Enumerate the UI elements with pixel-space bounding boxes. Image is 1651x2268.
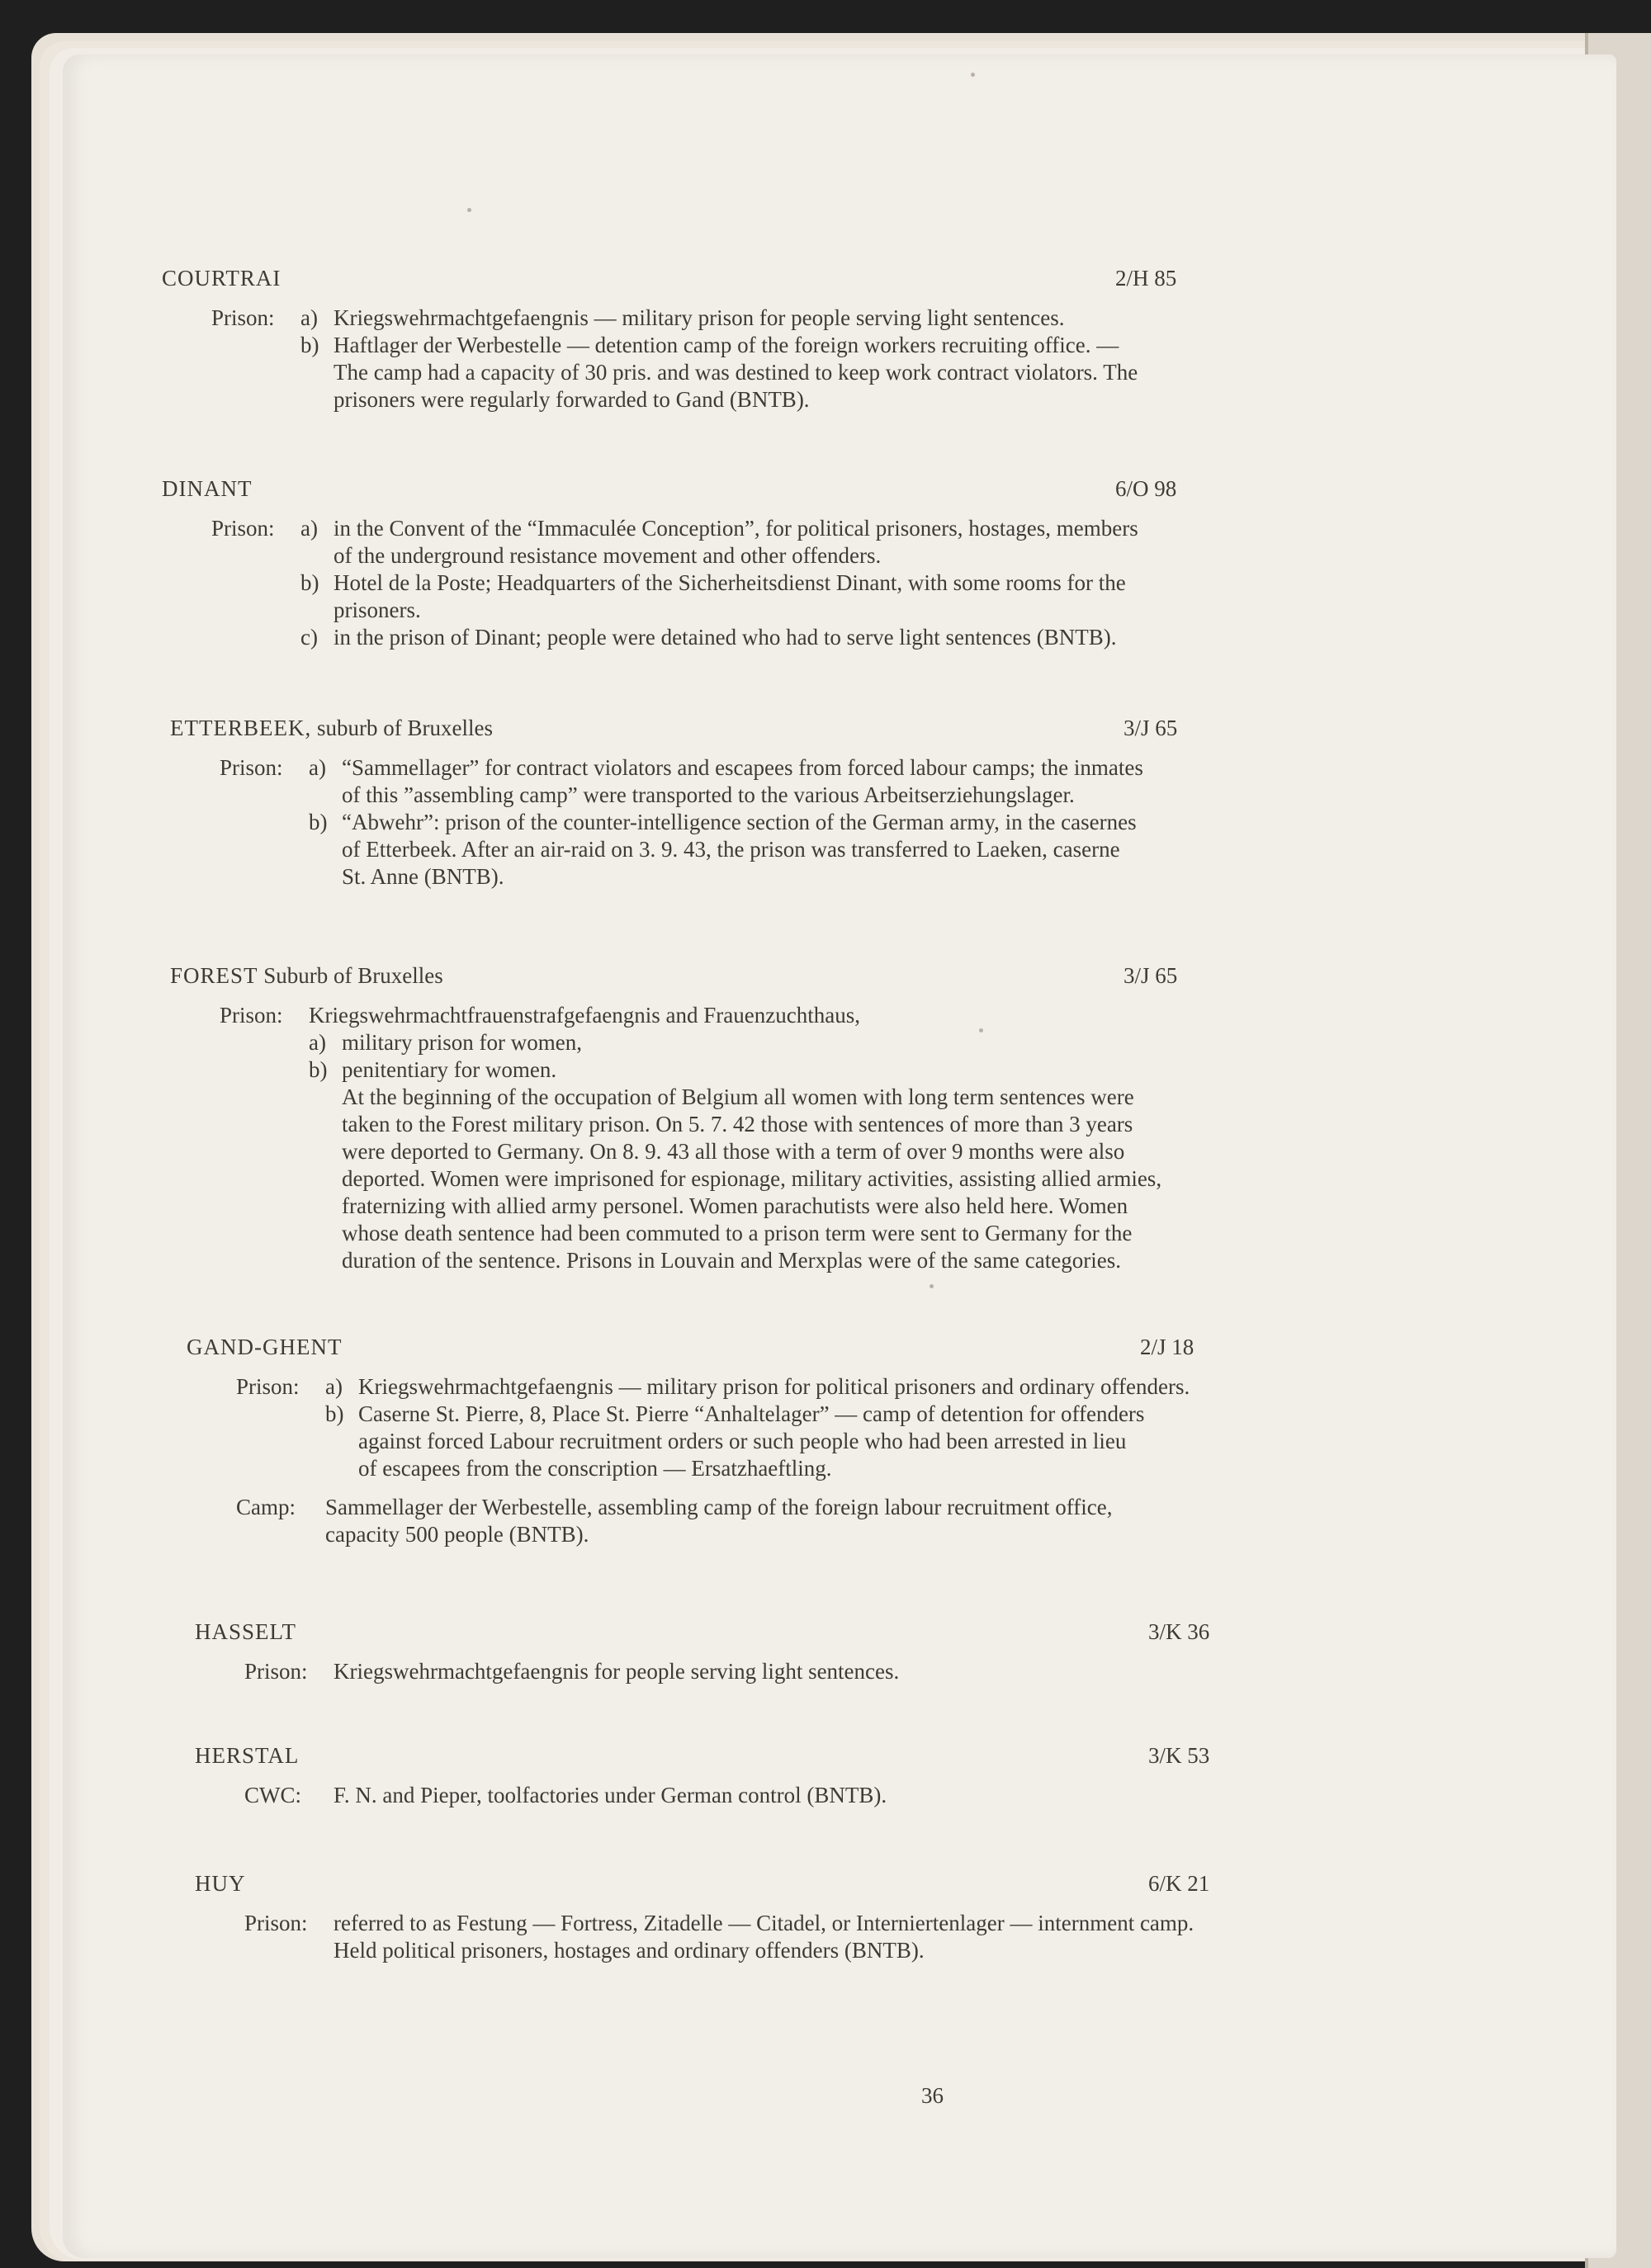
place-name-text: GAND-GHENT (187, 1335, 343, 1359)
facility-item (309, 754, 1573, 809)
facility-details (325, 1494, 1590, 1548)
facility-details (334, 1782, 1598, 1809)
facility-section (195, 1782, 1598, 1809)
facility-line: Sammellager der Werbestelle, assembling camp of the foreign labour recruitment office, (325, 1495, 1113, 1519)
place-name (170, 962, 443, 990)
item-line: prisoners. (334, 598, 421, 622)
place-name-text: DINANT (162, 476, 253, 501)
facility-details (334, 1910, 1598, 1964)
note-line: deported. Women were imprisoned for espionage, military activities, assisting allied armies, (342, 1166, 1162, 1191)
facility-item (309, 1056, 1573, 1084)
grid-reference: 3/K 36 (1148, 1619, 1210, 1644)
facility-type-label: Prison: (244, 1659, 308, 1684)
note-line: taken to the Forest military prison. On 5. 7. 42 those with sentences of more than 3 years (342, 1112, 1133, 1136)
place-entry (187, 1334, 1590, 1548)
place-name-text: COURTRAI (162, 266, 281, 291)
entry-header (195, 1742, 1598, 1775)
grid-reference: 3/J 65 (1124, 716, 1178, 740)
place-name (162, 265, 281, 292)
facility-details (300, 515, 1565, 651)
place-name-text: HERSTAL (195, 1743, 300, 1768)
place-name (195, 1618, 296, 1646)
item-marker: a) (300, 305, 318, 330)
item-marker: b) (300, 333, 319, 357)
place-name (195, 1742, 299, 1770)
item-line: Hotel de la Poste; Headquarters of the Sicherheitsdienst Dinant, with some rooms for the (334, 570, 1126, 595)
item-line: Caserne St. Pierre, 8, Place St. Pierre “Anhaltelager” — camp of detention for offenders (358, 1401, 1145, 1426)
item-marker: a) (325, 1374, 343, 1399)
item-line: “Abwehr”: prison of the counter-intelligence section of the German army, in the casernes (342, 810, 1137, 834)
facility-item (325, 1401, 1590, 1482)
place-entry (170, 962, 1573, 1274)
place-entry (195, 1618, 1598, 1685)
facility-type-label: Prison: (211, 516, 275, 541)
facility-item (309, 1029, 1573, 1056)
item-line: St. Anne (BNTB). (342, 864, 504, 889)
facility-item (300, 515, 1565, 569)
facility-line: Held political prisoners, hostages and ordinary offenders (BNTB). (334, 1938, 925, 1963)
item-line: The camp had a capacity of 30 pris. and was destined to keep work contract violators. The (334, 360, 1138, 385)
facility-details (334, 1658, 1598, 1685)
place-entry (162, 265, 1565, 413)
facility-section (162, 515, 1565, 651)
entry-header (170, 715, 1573, 748)
facility-type-label: Prison: (236, 1374, 300, 1399)
note-line: fraternizing with allied army personel. Women parachutists were also held here. Women (342, 1193, 1128, 1218)
facility-item (309, 809, 1573, 891)
note-line: were deported to Germany. On 8. 9. 43 all those with a term of over 9 months were also (342, 1139, 1125, 1164)
item-marker: b) (309, 1057, 328, 1082)
item-line: in the Convent of the “Immaculée Conception”, for political prisoners, hostages, members (334, 516, 1138, 541)
facility-type-label: Prison: (220, 1003, 283, 1028)
entry-header (162, 265, 1565, 298)
item-marker: a) (309, 755, 326, 780)
item-line: Haftlager der Werbestelle — detention camp of the foreign workers recruiting office. — (334, 333, 1119, 357)
facility-section (195, 1910, 1598, 1964)
facility-line: Kriegswehrmachtgefaengnis for people serving light sentences. (334, 1659, 900, 1684)
place-name (187, 1334, 342, 1361)
document-page (63, 54, 1616, 2258)
item-marker: b) (325, 1401, 344, 1426)
note-line: duration of the sentence. Prisons in Louvain and Merxplas were of the same categories. (342, 1248, 1121, 1273)
item-line: penitentiary for women. (342, 1057, 557, 1082)
facility-type-label: CWC: (244, 1783, 302, 1807)
item-marker: c) (300, 625, 318, 650)
facility-intro: Kriegswehrmachtfrauenstrafgefaengnis and Frauenzuchthaus, (309, 1003, 860, 1028)
facility-item (300, 569, 1565, 624)
place-name (170, 715, 493, 742)
item-line: “Sammellager” for contract violators and escapees from forced labour camps; the inmates (342, 755, 1143, 780)
place-name-text: FOREST (170, 963, 258, 988)
facility-section (170, 1002, 1573, 1274)
grid-reference: 3/J 65 (1124, 963, 1178, 988)
item-line: of this ”assembling camp” were transported to the various Arbeitserziehungslager. (342, 782, 1075, 807)
place-entry (162, 475, 1565, 651)
facility-line: capacity 500 people (BNTB). (325, 1522, 589, 1547)
item-line: Kriegswehrmachtgefaengnis — military prison for people serving light sentences. (334, 305, 1065, 330)
facility-line: referred to as Festung — Fortress, Zitadelle — Citadel, or Interniertenlager — internment camp. (334, 1911, 1194, 1935)
place-name-text: HUY (195, 1871, 246, 1896)
item-line: of escapees from the conscription — Ersatzhaeftling. (358, 1456, 832, 1481)
facility-section (195, 1658, 1598, 1685)
facility-item (300, 305, 1565, 332)
facility-section (187, 1373, 1590, 1482)
place-suburb-note: suburb of Bruxelles (311, 716, 493, 740)
note-line: At the beginning of the occupation of Belgium all women with long term sentences were (342, 1084, 1134, 1109)
place-entry (195, 1870, 1598, 1964)
facility-details (300, 305, 1565, 413)
item-marker: a) (300, 516, 318, 541)
facility-details (325, 1373, 1590, 1482)
facility-type-label: Prison: (244, 1911, 308, 1935)
note-line: whose death sentence had been commuted to a prison term were sent to Germany for the (342, 1221, 1133, 1245)
facility-item (300, 332, 1565, 413)
entry-header (187, 1334, 1590, 1367)
item-line: against forced Labour recruitment orders or such people who had been arrested in lieu (358, 1429, 1127, 1453)
facility-section (162, 305, 1565, 413)
item-marker: b) (300, 570, 319, 595)
place-suburb-note: Suburb of Bruxelles (258, 963, 443, 988)
facility-item (325, 1373, 1590, 1401)
facility-section (170, 754, 1573, 891)
grid-reference: 6/K 21 (1148, 1871, 1210, 1896)
place-name-text: ETTERBEEK, (170, 716, 312, 740)
facility-section (187, 1494, 1590, 1548)
item-line: in the prison of Dinant; people were detained who had to serve light sentences (BNTB). (334, 625, 1117, 650)
grid-reference: 2/H 85 (1115, 266, 1177, 291)
item-line: military prison for women, (342, 1030, 582, 1055)
entry-header (162, 475, 1565, 508)
entry-header (170, 962, 1573, 995)
place-name (195, 1870, 246, 1897)
place-name-text: HASSELT (195, 1619, 297, 1644)
place-entry (195, 1742, 1598, 1809)
item-line: of the underground resistance movement and other offenders. (334, 543, 882, 568)
page-number: 36 (921, 2083, 944, 2108)
place-name (162, 475, 252, 503)
place-entry (170, 715, 1573, 891)
item-line: Kriegswehrmachtgefaengnis — military prison for political prisoners and ordinary offenders. (358, 1374, 1190, 1399)
item-line: prisoners were regularly forwarded to Gand (BNTB). (334, 387, 810, 412)
facility-item (300, 624, 1565, 651)
grid-reference: 6/O 98 (1115, 476, 1177, 501)
item-marker: b) (309, 810, 328, 834)
facility-details (309, 1002, 1573, 1274)
item-marker: a) (309, 1030, 326, 1055)
facility-type-label: Prison: (220, 755, 283, 780)
facility-line: F. N. and Pieper, toolfactories under German control (BNTB). (334, 1783, 887, 1807)
facility-type-label: Prison: (211, 305, 275, 330)
grid-reference: 2/J 18 (1140, 1335, 1194, 1359)
facility-type-label: Camp: (236, 1495, 296, 1519)
item-line: of Etterbeek. After an air-raid on 3. 9. 43, the prison was transferred to Laeken, caserne (342, 837, 1120, 862)
entry-header (195, 1618, 1598, 1651)
grid-reference: 3/K 53 (1148, 1743, 1210, 1768)
facility-details (309, 754, 1573, 891)
entry-header (195, 1870, 1598, 1903)
